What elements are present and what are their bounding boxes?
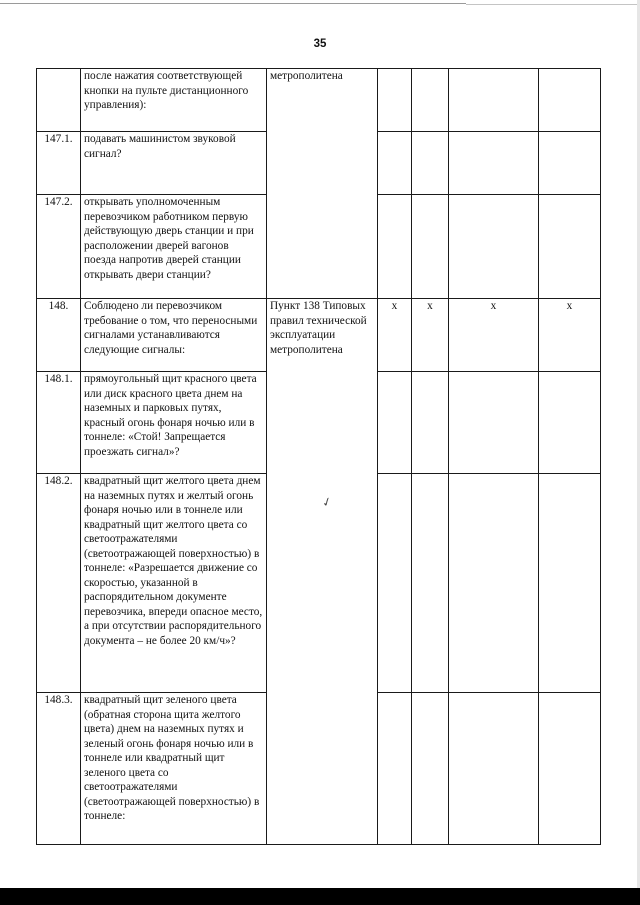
- answer-na-cell: [449, 195, 539, 299]
- page-number: 35: [313, 38, 327, 50]
- answer-na-cell: [449, 372, 539, 474]
- requirement-text: после нажатия соответствующей кнопки на пульте дистанционного управления):: [81, 69, 267, 132]
- row-number: 148.3.: [37, 693, 81, 845]
- table-row: [37, 69, 601, 132]
- answer-no-cell: [412, 195, 449, 299]
- row-number: 148.1.: [37, 372, 81, 474]
- requirement-text: квадратный щит зеленого цвета (обратная сторона щита желтого цвета) днем на наземных путях и зеленый огонь фонаря ночью или в тоннеле или квадратный щит зеленого цвета со светоотражателями (светоотражающей поверхностью) в тоннеле:: [81, 693, 267, 845]
- answer-na-cell: x: [449, 299, 539, 372]
- comment-cell: [539, 474, 601, 693]
- legal-basis: [267, 299, 378, 845]
- scan-bottom-edge: [0, 888, 640, 905]
- answer-na-cell: [449, 693, 539, 845]
- checklist-table: [36, 68, 601, 845]
- row-number: 148.2.: [37, 474, 81, 693]
- legal-basis-text: Пункт 138 Типовых правил технической эксплуатации метрополитена: [270, 300, 367, 356]
- answer-na-cell: [449, 474, 539, 693]
- answer-no-cell: [412, 474, 449, 693]
- answer-yes-cell: [378, 474, 412, 693]
- answer-yes-cell: [378, 195, 412, 299]
- comment-cell: [539, 693, 601, 845]
- answer-no-cell: [412, 132, 449, 195]
- requirement-text: прямоугольный щит красного цвета или диск красного цвета днем на наземных и парковых путях, красный огонь фонаря ночью или в тоннеле: «Стой! Запрещается проезжать сигнал»?: [81, 372, 267, 474]
- requirement-text: подавать машинистом звуковой сигнал?: [81, 132, 267, 195]
- answer-no-cell: [412, 693, 449, 845]
- answer-no-cell: x: [412, 299, 449, 372]
- answer-no-cell: [412, 69, 449, 132]
- comment-cell: [539, 132, 601, 195]
- legal-basis: метрополитена: [267, 69, 378, 299]
- comment-cell: [539, 372, 601, 474]
- answer-na-cell: [449, 132, 539, 195]
- row-number: 148.: [37, 299, 81, 372]
- requirement-text: открывать уполномоченным перевозчиком работником первую действующую дверь станции и при расположении дверей вагонов поезда напротив дверей станции открывать двери станции?: [81, 195, 267, 299]
- scan-mark-icon: ✓: [319, 493, 335, 511]
- answer-yes-cell: [378, 372, 412, 474]
- row-number: [37, 69, 81, 132]
- comment-cell: [539, 69, 601, 132]
- table-row: [37, 299, 601, 372]
- scan-top-edge-line: [0, 3, 466, 4]
- scan-top-edge-line: [466, 4, 640, 5]
- answer-yes-cell: [378, 132, 412, 195]
- comment-cell: [539, 195, 601, 299]
- answer-yes-cell: [378, 693, 412, 845]
- row-number: 147.1.: [37, 132, 81, 195]
- answer-na-cell: [449, 69, 539, 132]
- answer-yes-cell: x: [378, 299, 412, 372]
- answer-no-cell: [412, 372, 449, 474]
- answer-yes-cell: [378, 69, 412, 132]
- comment-cell: x: [539, 299, 601, 372]
- requirement-text: Соблюдено ли перевозчиком требование о том, что переносными сигналами устанавливаются следующие сигналы:: [81, 299, 267, 372]
- row-number: 147.2.: [37, 195, 81, 299]
- requirement-text: квадратный щит желтого цвета днем на наземных путях и желтый огонь фонаря ночью или в тоннеле или квадратный щит желтого цвета со светоотражателями (светоотражающей поверхностью) в тоннеле: «Разрешается движение со скоростью, указанной в распорядительном документе перевозчика, впереди опасное место, а при отсутствии распорядительного документа – не более 20 км/ч»?: [81, 474, 267, 693]
